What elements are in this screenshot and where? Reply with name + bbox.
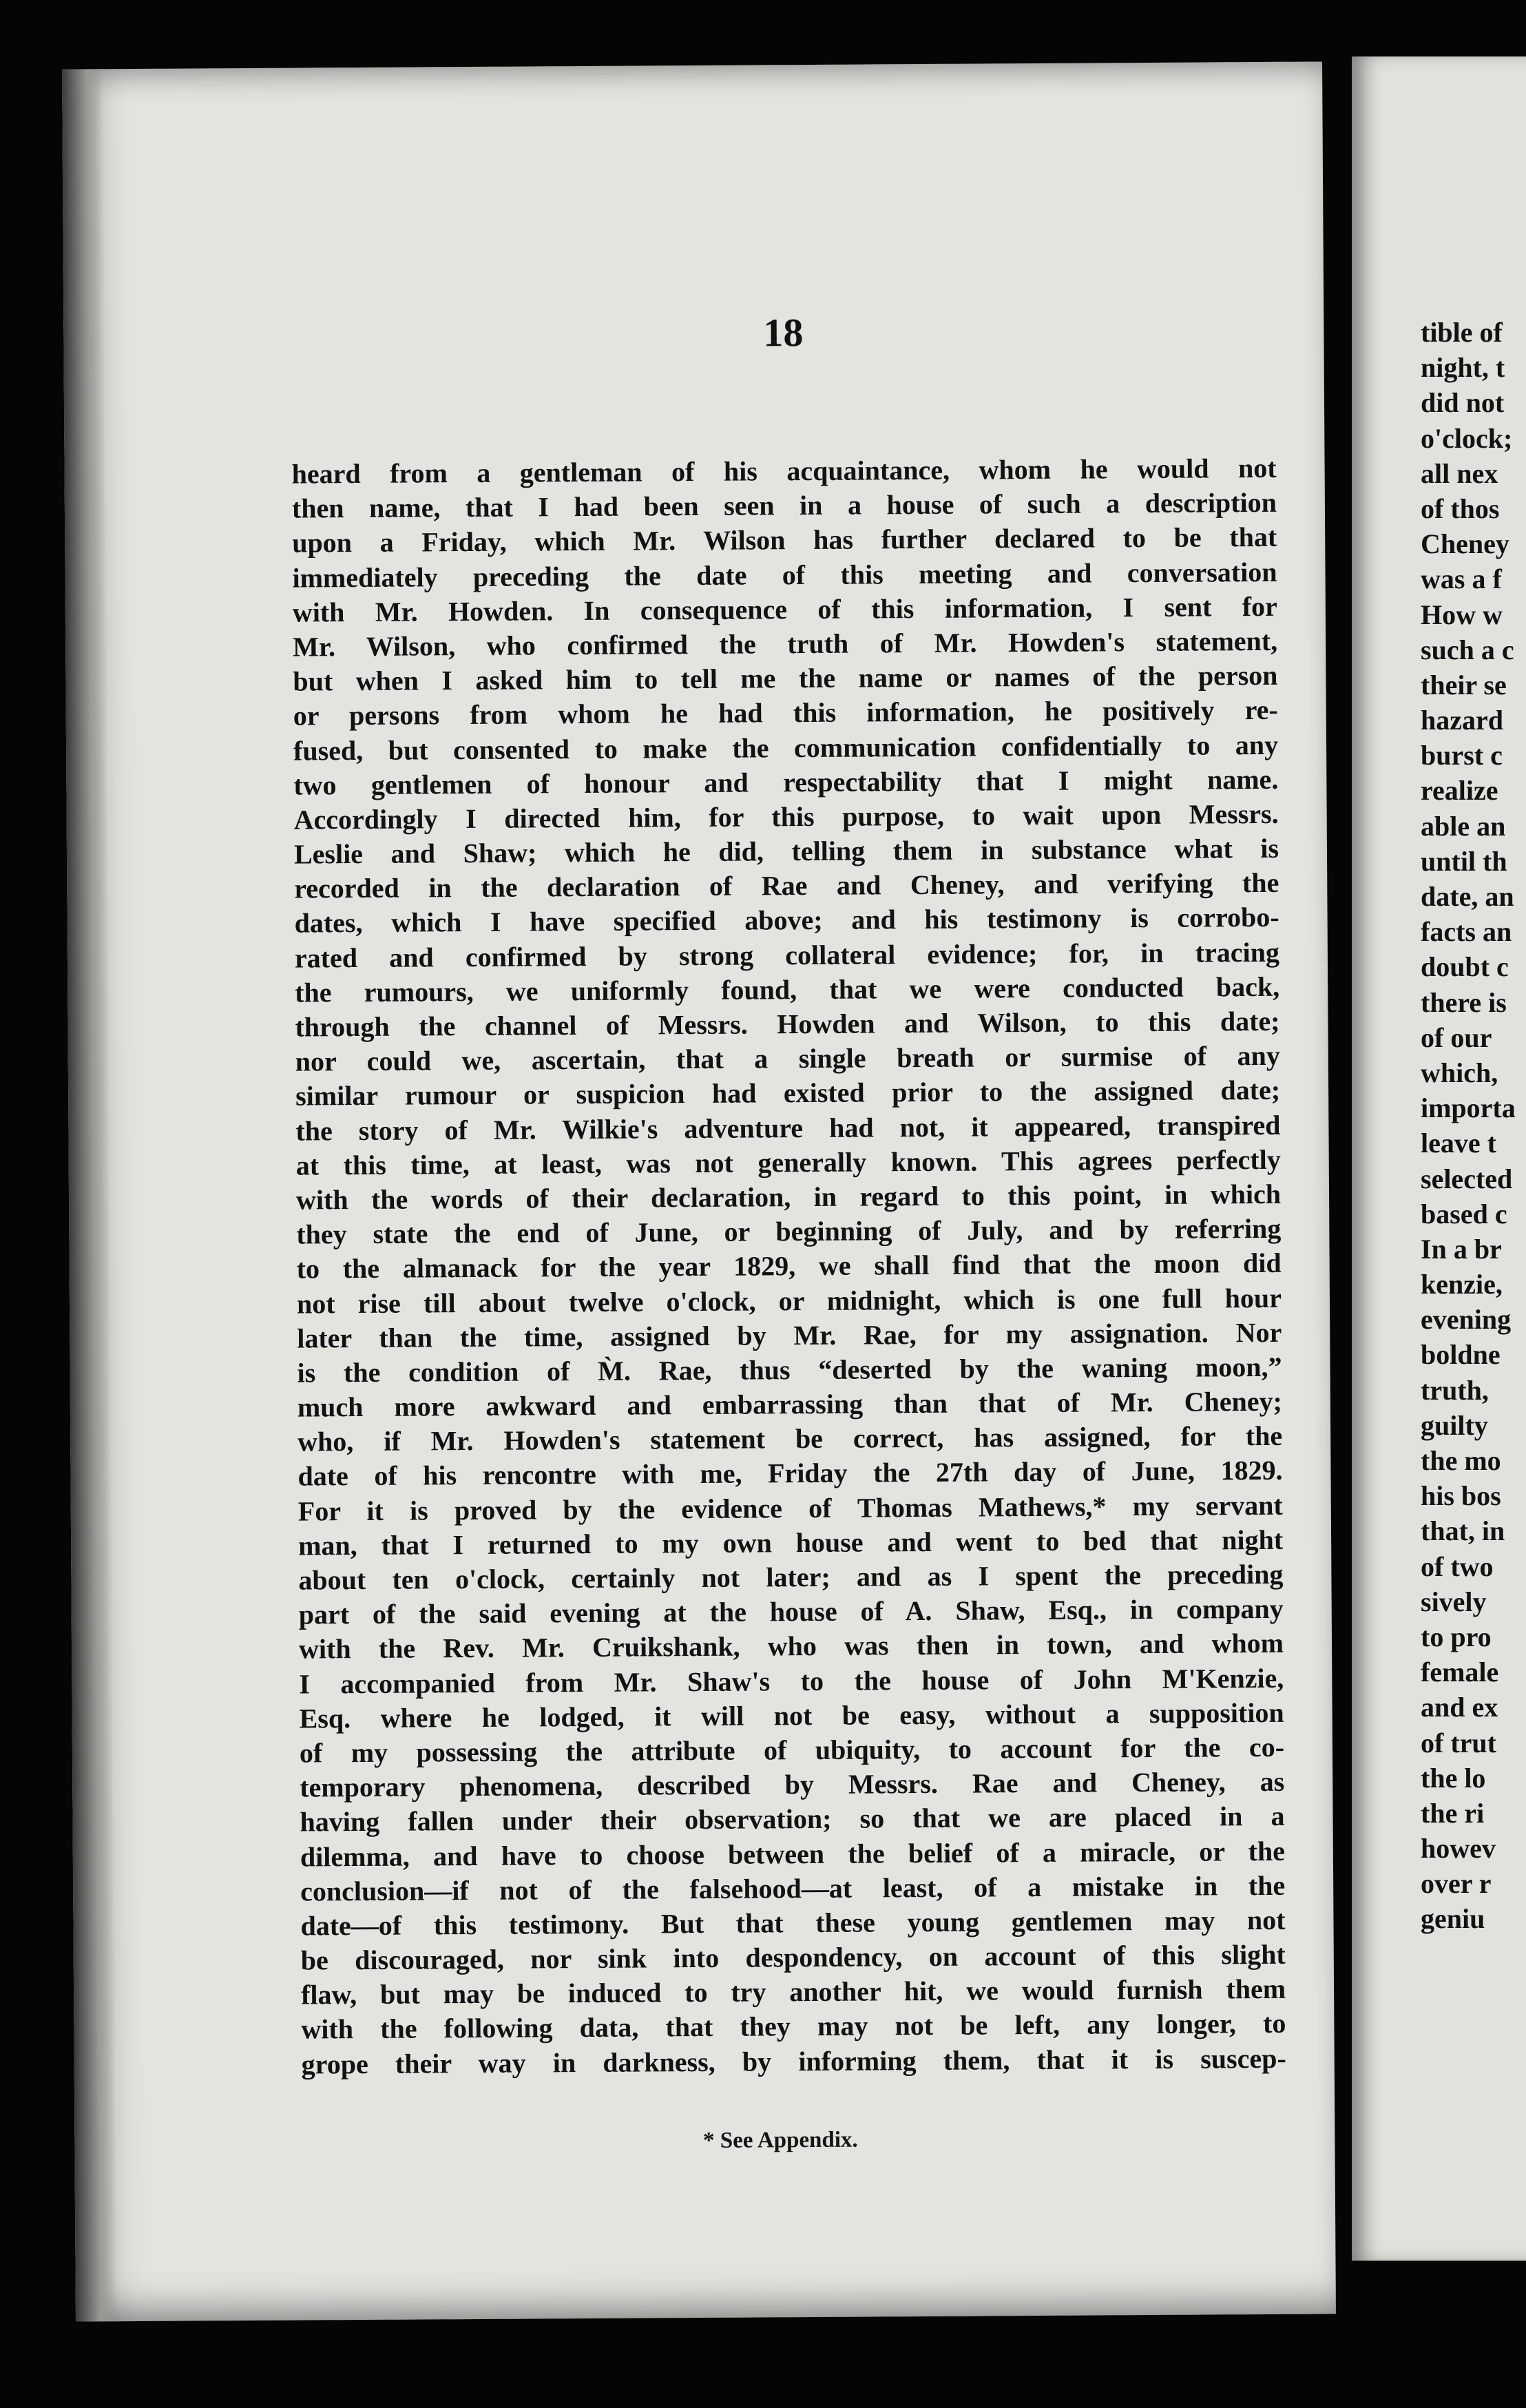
text-line: Leslie and Shaw; which he did, telling them in substance what is	[293, 832, 1279, 870]
text-line: realize	[1421, 775, 1498, 807]
text-line: hazard	[1421, 705, 1503, 736]
page-gutter-shadow	[62, 69, 117, 2321]
text-line: and ex	[1421, 1692, 1498, 1723]
text-line: of thos	[1421, 492, 1500, 524]
page-number: 18	[763, 310, 804, 355]
text-line: sively	[1421, 1586, 1487, 1617]
text-line: much more awkward and embarrassing than that of Mr. Cheney;	[297, 1385, 1283, 1423]
text-line: did not	[1421, 387, 1505, 419]
text-line: tible of	[1421, 317, 1503, 348]
text-line: leave t	[1421, 1128, 1496, 1159]
text-line: the ri	[1421, 1797, 1485, 1829]
text-line: was a f	[1421, 563, 1502, 595]
footnote: * See Appendix.	[702, 2127, 858, 2153]
text-line: grope their way in darkness, by informing them, that it is suscep-	[301, 2042, 1286, 2080]
text-line: Esq. where he lodged, it will not be easy, without a supposition	[299, 1696, 1284, 1734]
text-line: recorded in the declaration of Rae and Cheney, and verifying the	[294, 867, 1279, 904]
text-line: doubt c	[1421, 951, 1509, 983]
text-line: all nex	[1421, 457, 1498, 489]
text-line: with Mr. Howden. In consequence of this information, I sent for	[292, 590, 1277, 628]
text-line: evening	[1421, 1304, 1512, 1336]
text-line: the lo	[1421, 1762, 1486, 1794]
text-line: based c	[1421, 1198, 1507, 1229]
text-line: dates, which I have specified above; and his testimony is corrobo-	[294, 902, 1279, 940]
text-line: fused, but consented to make the communication confidentially to any	[293, 729, 1279, 767]
text-line: upon a Friday, which Mr. Wilson has further declared to be that	[292, 521, 1277, 559]
text-line: to the almanack for the year 1829, we shall find that the moon did	[296, 1247, 1282, 1285]
text-line: with the following data, that they may not be left, any longer, to	[301, 2008, 1286, 2045]
text-line: with the words of their declaration, in regard to this point, in which	[295, 1178, 1282, 1216]
text-line: but when I asked him to tell me the name or names of the person	[293, 659, 1278, 697]
right-page-fragment	[1352, 56, 1526, 2261]
text-line: geniu	[1421, 1903, 1485, 1935]
text-line: burst c	[1421, 740, 1503, 771]
text-line: Mr. Wilson, who confirmed the truth of Mr. Howden's statement,	[293, 625, 1278, 663]
text-line: temporary phenomena, described by Messrs. Rae and Cheney, as	[300, 1765, 1285, 1803]
text-line: dilemma, and have to choose between the belief of a miracle, or the	[300, 1835, 1285, 1873]
text-line: nor could we, ascertain, that a single breath or surmise of any	[295, 1040, 1280, 1077]
text-line: facts an	[1421, 916, 1512, 948]
text-line: Cheney	[1421, 528, 1509, 560]
text-line: o'clock;	[1421, 422, 1513, 454]
text-line: guilty	[1421, 1409, 1488, 1441]
text-line: boldne	[1421, 1339, 1501, 1371]
text-line: selected	[1421, 1163, 1513, 1194]
text-line: date of his rencontre with me, Friday the 27th day of June, 1829.	[297, 1455, 1283, 1493]
text-line: immediately preceding the date of this meeting and conversation	[292, 556, 1277, 594]
text-line: importa	[1421, 1092, 1516, 1124]
text-line: the mo	[1421, 1445, 1501, 1476]
text-line: they state the end of June, or beginning of July, and by referring	[296, 1212, 1282, 1250]
text-line: truth,	[1421, 1374, 1489, 1406]
text-line: conclusion—if not of the falsehood—at least, of a mistake in the	[300, 1869, 1286, 1907]
text-line: date, an	[1421, 881, 1514, 912]
text-line: later than the time, assigned by Mr. Rae, for my assignation. Nor	[297, 1316, 1282, 1354]
text-line: their se	[1421, 669, 1507, 700]
text-line: of my possessing the attribute of ubiquity, to account for the co-	[299, 1731, 1285, 1769]
text-line: or persons from whom he had this information, he positively re-	[293, 694, 1278, 731]
text-line: that, in	[1421, 1515, 1505, 1547]
text-line: night, t	[1421, 352, 1505, 384]
text-line: having fallen under their observation; so that we are placed in a	[300, 1800, 1285, 1838]
text-line: For it is proved by the evidence of Thomas Mathews,* my servant	[297, 1489, 1283, 1527]
right-page-text	[1421, 315, 1516, 1937]
text-line: until th	[1421, 845, 1507, 877]
text-line: then name, that I had been seen in a house of such a description	[291, 487, 1277, 524]
text-line: to pro	[1421, 1621, 1492, 1652]
text-line: flaw, but may be induced to try another hit, we would furnish them	[300, 1973, 1286, 2011]
text-line: of trut	[1421, 1727, 1496, 1758]
text-line: through the channel of Messrs. Howden and Wilson, to this date;	[295, 1005, 1280, 1043]
text-line: man, that I returned to my own house and went to bed that night	[297, 1524, 1284, 1561]
text-line: which,	[1421, 1057, 1498, 1088]
text-line: similar rumour or suspicion had existed prior to the assigned date;	[295, 1075, 1281, 1112]
text-line: kenzie,	[1421, 1269, 1503, 1300]
text-line: who, if Mr. Howden's statement be correct, has assigned, for the	[297, 1420, 1283, 1457]
text-line: over r	[1421, 1868, 1492, 1900]
text-line: How w	[1421, 599, 1503, 630]
text-line: rated and confirmed by strong collateral evidence; for, in tracing	[294, 936, 1280, 974]
text-line: at this time, at least, was not generally known. This agrees perfectly	[295, 1143, 1281, 1181]
text-line: able an	[1421, 810, 1506, 842]
left-page	[62, 61, 1336, 2321]
text-line: with the Rev. Mr. Cruikshank, who was then in town, and whom	[298, 1628, 1284, 1665]
text-line: heard from a gentleman of his acquaintance, whom he would not	[291, 452, 1277, 490]
text-line: In a br	[1421, 1233, 1502, 1265]
body-text	[291, 451, 1286, 2082]
text-line: of two	[1421, 1550, 1494, 1582]
text-line: such a c	[1421, 634, 1514, 665]
text-line: female	[1421, 1657, 1499, 1688]
text-line: about ten o'clock, certainly not later; and as I spent the preceding	[298, 1558, 1284, 1596]
text-line: not rise till about twelve o'clock, or midnight, which is one full hour	[296, 1282, 1282, 1320]
text-line: is the condition of M̀. Rae, thus “deserted by the waning moon,”	[297, 1351, 1282, 1389]
text-line: two gentlemen of honour and respectability that I might name.	[293, 763, 1279, 801]
text-line: I accompanied from Mr. Shaw's to the house of John M'Kenzie,	[299, 1662, 1284, 1700]
text-line: his bos	[1421, 1480, 1501, 1512]
text-line: howev	[1421, 1833, 1496, 1865]
text-line: there is	[1421, 986, 1507, 1018]
text-line: Accordingly I directed him, for this purpose, to wait upon Messrs.	[293, 798, 1279, 835]
text-line: be discouraged, nor sink into despondency, on account of this slight	[300, 1938, 1286, 1976]
text-line: the rumours, we uniformly found, that we were conducted back,	[295, 971, 1280, 1008]
text-line: part of the said evening at the house of A. Shaw, Esq., in company	[298, 1593, 1284, 1630]
text-line: of our	[1421, 1021, 1492, 1053]
text-line: the story of Mr. Wilkie's adventure had not, it appeared, transpired	[295, 1109, 1281, 1147]
text-line: date—of this testimony. But that these young gentlemen may not	[300, 1904, 1286, 1942]
